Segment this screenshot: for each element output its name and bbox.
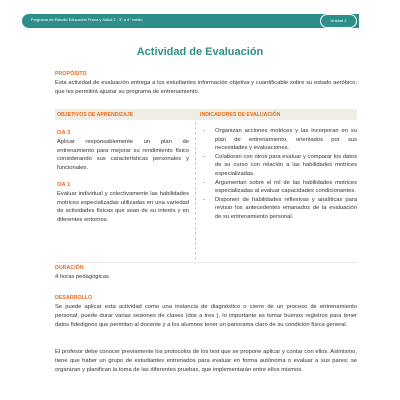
indicator-text: Colaboran con otros para evaluar y comparar los datos de su curso con relación a las habilidades motrices especializadas. [215, 153, 357, 177]
development-paragraph-2: El profesor debe conocer previamente los protocolos de los test que se propone aplicar y contar con ellos. Asimismo, tiene que haber un grupo de estudiantes entrenados para evaluar en forma autónoma o evaluar a sus pares; se organizan y planifican la toma de las diferentes pruebas, que implementarán entre ellos mismos. [55, 349, 357, 373]
indicator-text: Argumentan sobre el rol de las habilidades motrices especializadas al evaluar capacidades condicionantes. [215, 179, 357, 195]
page-title: Actividad de Evaluación [136, 46, 264, 58]
dash-bullet: - [203, 196, 205, 203]
table-header [55, 109, 357, 120]
oa-text: Evaluar individual y colectivamente las habilidades motrices especializadas utilizadas en una variedad de actividades físicas que sean de su interés y en diferentes entornos. [57, 191, 189, 223]
dash-bullet: - [203, 179, 205, 186]
dash-bullet: - [203, 128, 205, 134]
duration-label: DURACIÓN [55, 265, 84, 271]
column-divider [195, 122, 196, 260]
oa-code: OA 1 [57, 182, 71, 188]
development-label: DESARROLLO [55, 295, 93, 301]
oa-code: OA 3 [57, 130, 71, 136]
indicators-header: INDICADORES DE EVALUACIÓN [200, 112, 281, 118]
list-item [203, 196, 357, 222]
indicator-text: Disponen de habilidades reflexivas y analíticas para revisar los antecedentes emanados de la evaluación de su entrenamiento personal. [215, 196, 357, 220]
unit-badge: Unidad 2 [320, 14, 357, 28]
indicator-text: Organizan acciones motrices y las incorporan en su plan de entrenamiento, orientados por sus necesidades y evaluaciones. [215, 128, 357, 152]
table-bottom-rule [55, 262, 357, 263]
purpose-text: Esta actividad de evaluación entrega a los estudiantes información objetiva y cuantificable sobre su estado aeróbico; que les permitirá ajustar su programa de entrenamiento. [55, 80, 357, 95]
list-item [203, 127, 357, 153]
purpose-label: PROPÓSITO [55, 71, 87, 77]
program-header-text: Programa de Estudio Educación Física y Salud 2 · 3° a 4° medio [31, 17, 143, 22]
objectives-header: OBJETIVOS DE APRENDIZAJE [57, 112, 134, 118]
list-item [203, 179, 357, 196]
objectives-table [55, 109, 357, 261]
development-paragraph-1: Se puede aplicar esta actividad como una instancia de diagnóstico o cierre de un proceso de entrenamiento personal; puede durar varias sesiones de clases (dos a tres ), lo importante es tomar buenos registros para tener datos fidedignos que permitan al docente y a los alumnos tener un panorama claro de su condición física general. [55, 304, 357, 328]
oa-text: Aplicar responsablemente un plan de entrenamiento para mejorar su rendimiento físico considerando sus características personales y funcionales. [57, 139, 189, 171]
indicators-list [203, 127, 357, 222]
duration-text: 4 horas pedagógicas [55, 274, 109, 280]
dash-bullet: - [203, 153, 205, 160]
list-item [203, 153, 357, 179]
